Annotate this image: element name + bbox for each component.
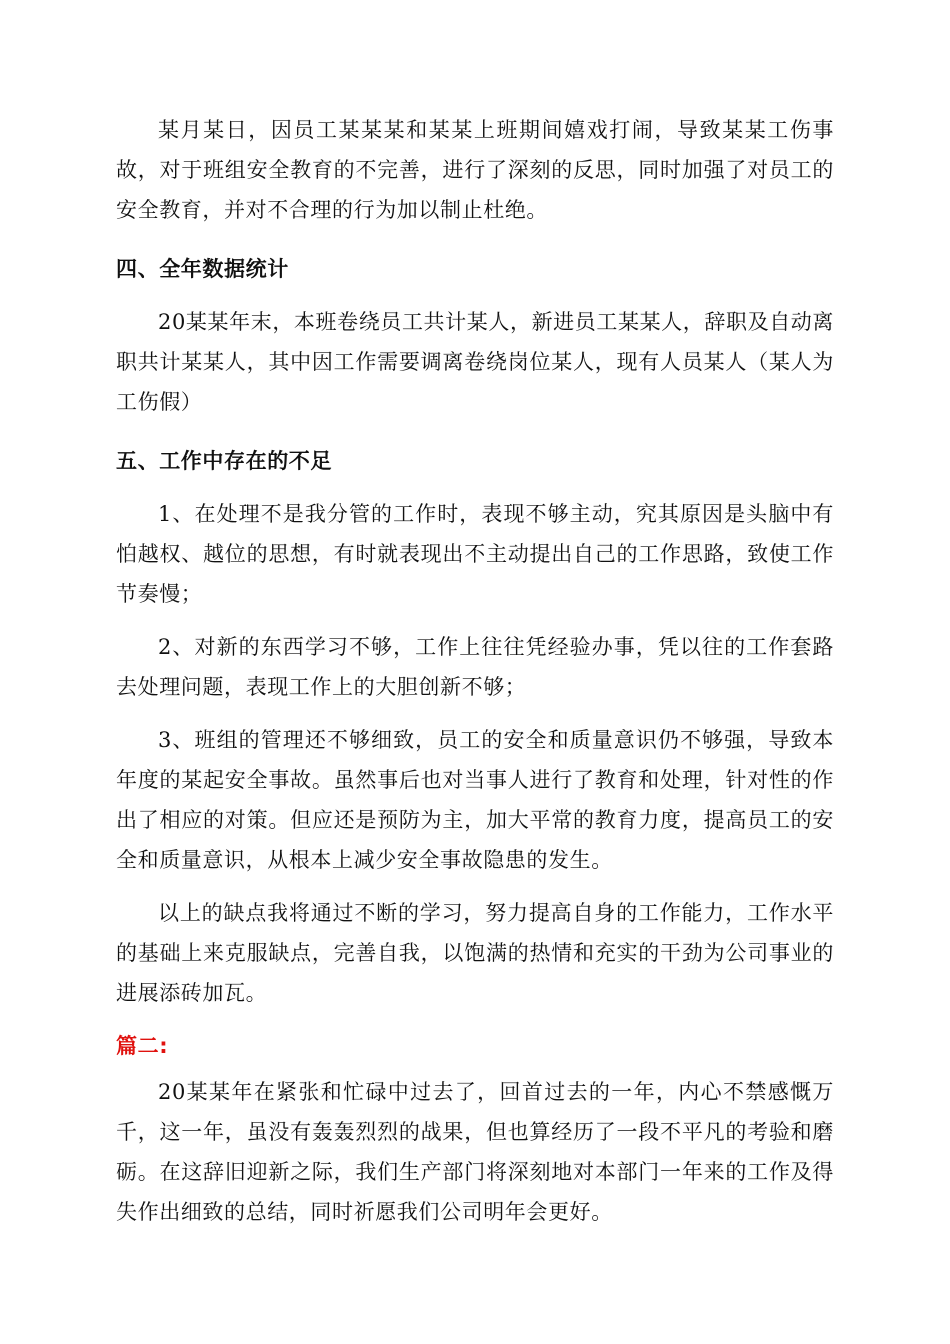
paragraph-staff-statistics: 20某某年末，本班卷绕员工共计某人，新进员工某某人，辞职及自动离职共计某某人，其中因工作需要调离卷绕岗位某人，现有人员某人（某人为工伤假） [116, 310, 834, 414]
heading-part-two: 篇二: [116, 1034, 169, 1058]
paragraph-part-two-intro: 20某某年在紧张和忙碌中过去了，回首过去的一年，内心不禁感慨万千，这一年，虽没有轰轰烈烈的战果，但也算经历了一段不平凡的考验和磨砺。在这辞旧迎新之际，我们生产部门将深刻地对本部门一年来的工作及得失作出细致的总结，同时祈愿我们公司明年会更好。 [116, 1080, 834, 1224]
paragraph-incident: 某月某日，因员工某某某和某某上班期间嬉戏打闹，导致某某工伤事故，对于班组安全教育的不完善，进行了深刻的反思，同时加强了对员工的安全教育，并对不合理的行为加以制止杜绝。 [116, 118, 834, 222]
paragraph-shortcoming-2: 2、对新的东西学习不够，工作上往往凭经验办事，凭以往的工作套路去处理问题，表现工作上的大胆创新不够； [116, 635, 834, 699]
paragraph-improvement: 以上的缺点我将通过不断的学习，努力提高自身的工作能力，工作水平的基础上来克服缺点，完善自我，以饱满的热情和充实的干劲为公司事业的进展添砖加瓦。 [116, 901, 834, 1005]
paragraph-shortcoming-1: 1、在处理不是我分管的工作时，表现不够主动，究其原因是头脑中有怕越权、越位的思想，有时就表现出不主动提出自己的工作思路，致使工作节奏慢； [116, 502, 834, 606]
document-page [116, 110, 834, 1232]
paragraph-shortcoming-3: 3、班组的管理还不够细致，员工的安全和质量意识仍不够强，导致本年度的某起安全事故。虽然事后也对当事人进行了教育和处理，针对性的作出了相应的对策。但应还是预防为主，加大平常的教育力度，提高员工的安全和质量意识，从根本上减少安全事故隐患的发生。 [116, 728, 834, 872]
heading-annual-statistics: 四、全年数据统计 [116, 257, 289, 281]
heading-shortcomings: 五、工作中存在的不足 [116, 449, 332, 473]
